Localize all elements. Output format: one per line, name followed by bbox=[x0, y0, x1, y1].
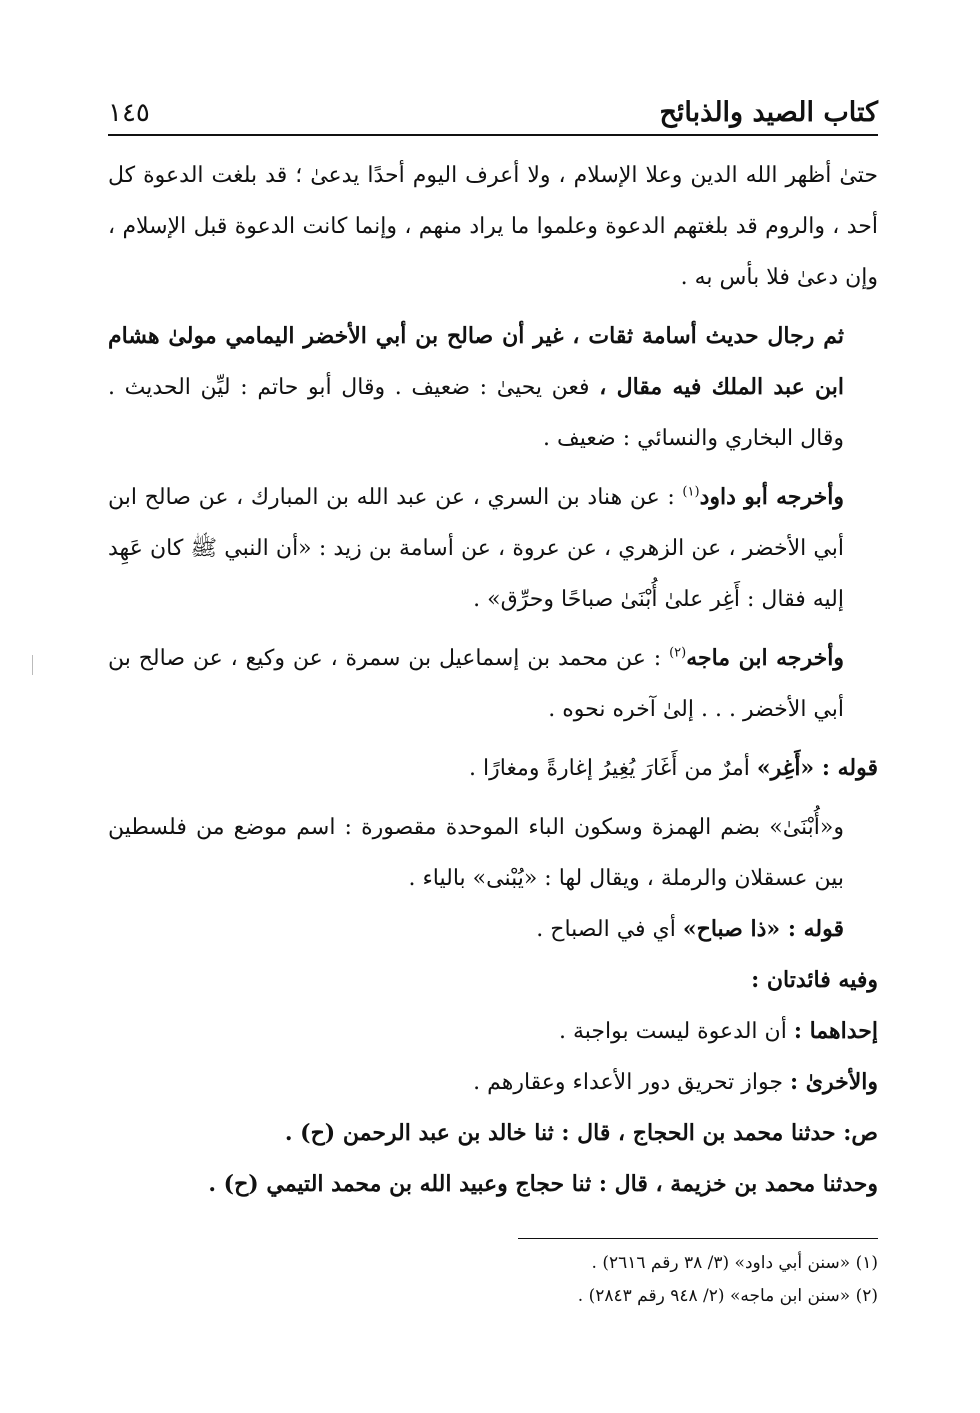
footnote-2: (٢) «سنن ابن ماجه» (٢/ ٩٤٨ رقم ٢٨٤٣) . bbox=[577, 1286, 878, 1306]
paragraph-4: وأخرجه ابن ماجه$^{(٢)}$ : عن محمد بن إسماعيل بن سمرة ، عن وكيع ، عن صالح بن أبي الأخضر . . . إلىٰ آخره نحوه . bbox=[108, 645, 844, 722]
paragraph-7: قوله : «ذا صباح» أي في الصباح . bbox=[536, 916, 844, 942]
page-header bbox=[108, 88, 878, 136]
paragraph-2: ثم رجال حديث أسامة ثقات ، غير أن صالح بن أبي الأخضر اليمامي مولىٰ هشام ابن عبد الملك فيه مقال ، فعن يحيىٰ : ضعيف . وقال أبو حاتم : ليِّن الحديث . وقال البخاري والنسائي : ضعيف . bbox=[108, 323, 844, 451]
page-body bbox=[108, 150, 878, 1210]
margin-mark bbox=[32, 655, 33, 675]
footnote-separator bbox=[518, 1238, 878, 1239]
paragraph-6: و«أُبْنَىٰ» بضم الهمزة وسكون الباء الموحدة مقصورة : اسم موضع من فلسطين بين عسقلان والرملة ، ويقال لها : «يُبْنى» بالياء . bbox=[108, 815, 844, 891]
page-number: ١٤٥ bbox=[108, 98, 150, 128]
paragraph-3: وأخرجه أبو داود$^{(١)}$ : عن هناد بن السري ، عن عبد الله بن المبارك ، عن صالح ابن أبي الأخضر ، عن الزهري ، عن عروة ، عن أسامة بن زيد : «أن النبي ﷺ كان عَهِد إليه فقال : أَغِر علىٰ أُبْنَىٰ صباحًا وحرِّق» . bbox=[108, 484, 844, 612]
paragraph-1: حتىٰ أظهر الله الدين وعلا الإسلام ، ولا أعرف اليوم أحدًا يدعىٰ ؛ قد بلغت الدعوة كل أحد ، والروم قد بلغتهم الدعوة وعلموا ما يراد منهم ، وإنما كانت الدعوة قبل الإسلام ، وإن دعىٰ فلا بأس به . bbox=[108, 163, 878, 290]
paragraph-11: ص: حدثنا محمد بن الحجاج ، قال : ثنا خالد بن عبد الرحمن (ح) . bbox=[284, 1120, 878, 1146]
paragraph-3-bold: وأخرجه أبو داود bbox=[699, 484, 844, 510]
footnote-1: (١) «سنن أبي داود» (٣/ ٣٨ رقم ٢٦١٦) . bbox=[591, 1253, 878, 1273]
paragraph-12: وحدثنا محمد بن خزيمة ، قال : ثنا حجاج وعبيد الله بن محمد التيمي (ح) . bbox=[208, 1171, 878, 1197]
book-page bbox=[108, 88, 878, 1313]
footnote-ref-1: (١) bbox=[682, 484, 700, 500]
paragraph-5: قوله : «أَغِر» أمرٌ من أَغَارَ يُغِيرُ إغارةً ومغارًا . bbox=[469, 755, 878, 781]
footnote-ref-2: (٢) bbox=[669, 645, 687, 661]
running-title: كتاب الصيد والذبائح bbox=[659, 97, 878, 128]
paragraph-9-bold: إحداهما : bbox=[793, 1018, 878, 1044]
paragraph-5-bold: قوله : «أَغِر» bbox=[756, 755, 878, 781]
paragraph-8: وفيه فائدتان : bbox=[751, 967, 878, 993]
paragraph-7-bold: قوله : «ذا صباح» bbox=[682, 916, 844, 942]
paragraph-2-bold: ثم رجال حديث أسامة ثقات ، غير أن صالح بن أبي الأخضر اليمامي مولىٰ هشام ابن عبد الملك فيه مقال ، bbox=[108, 323, 844, 400]
paragraph-9: إحداهما : أن الدعوة ليست بواجبة . bbox=[558, 1018, 878, 1044]
paragraph-10-bold: والأخرىٰ : bbox=[789, 1069, 878, 1095]
paragraph-10: والأخرىٰ : جواز تحريق دور الأعداء وعقارهم . bbox=[473, 1069, 878, 1095]
footnotes bbox=[108, 1247, 878, 1313]
paragraph-4-bold: وأخرجه ابن ماجه bbox=[686, 645, 844, 671]
